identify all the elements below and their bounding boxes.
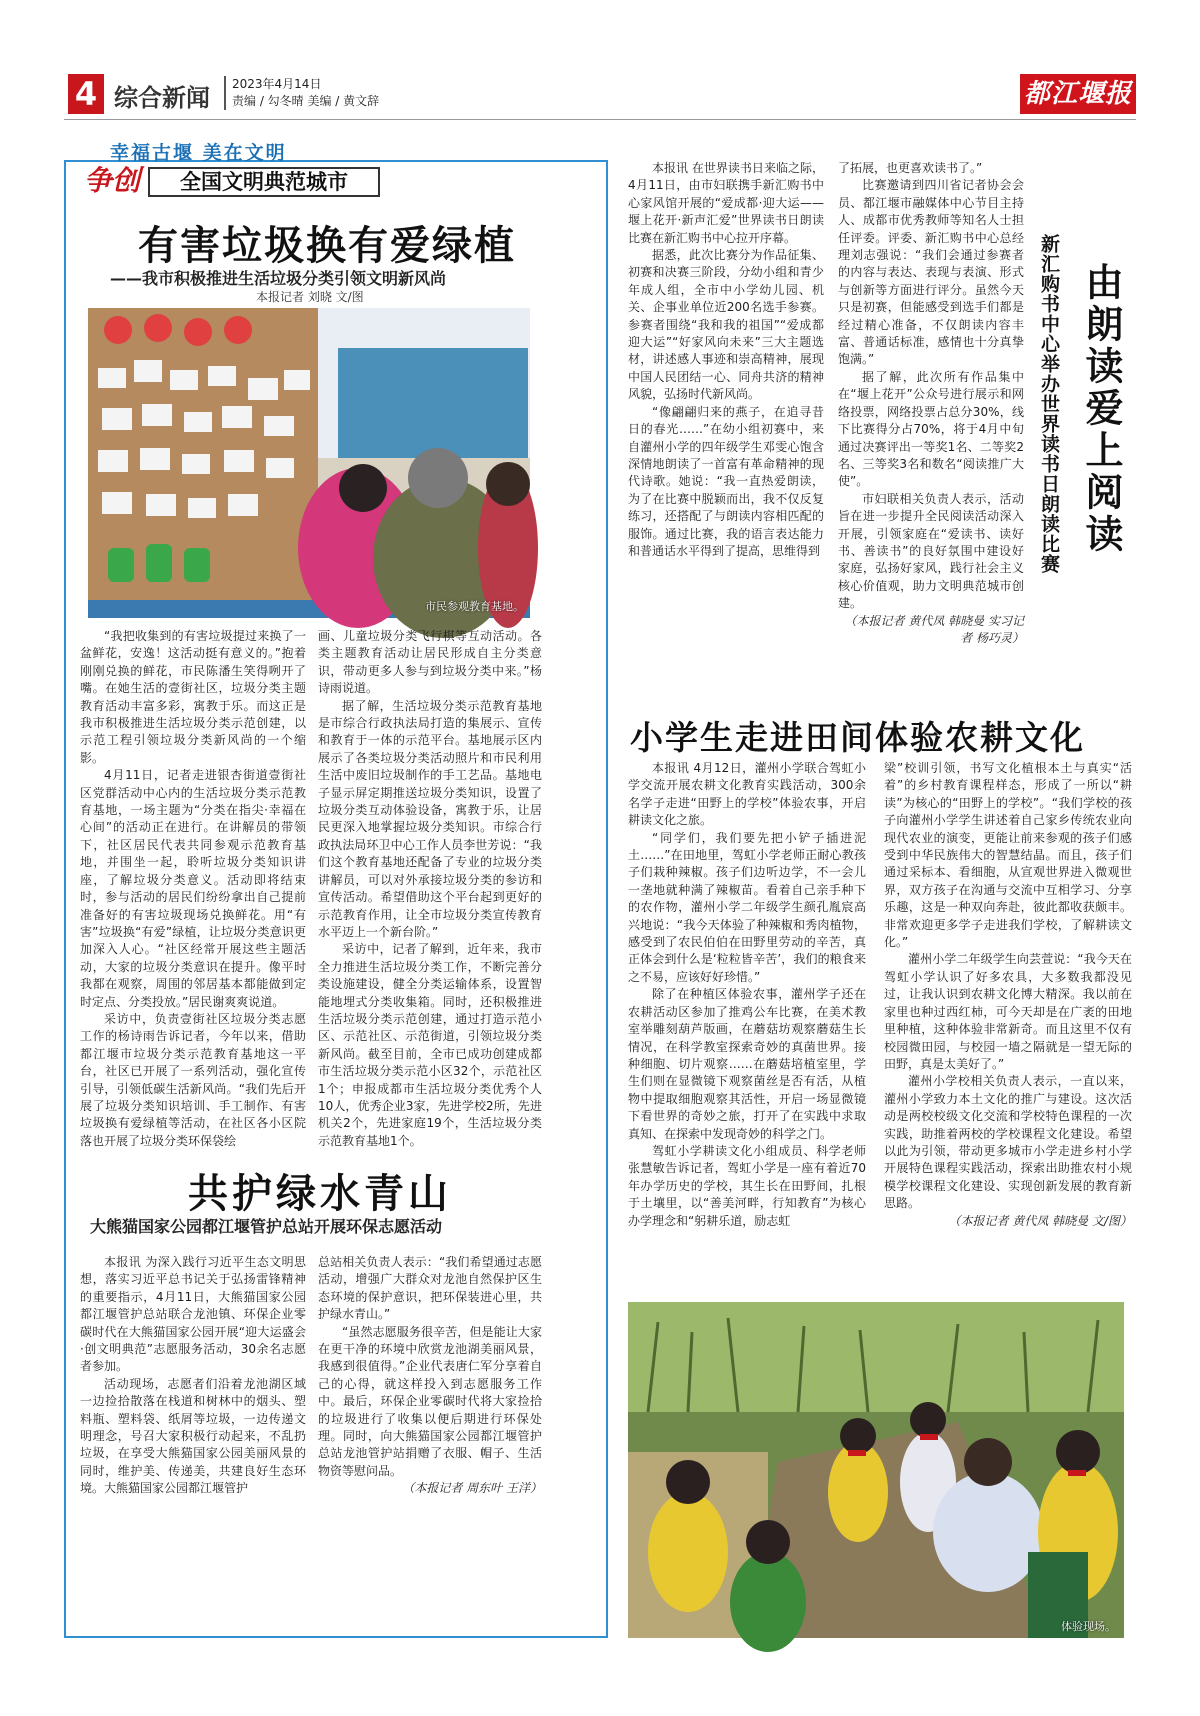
page-header (64, 68, 1136, 120)
article4-column-1 (628, 760, 866, 1300)
article1-column-1 (80, 628, 306, 1148)
article2-paragraph: 活动现场，志愿者们沿着龙池湖区域一边捡拾散落在栈道和树林中的烟头、塑料瓶、塑料袋、纸屑等垃圾，一边传递文明理念，号召大家积极行动起来，不乱扔垃圾，在享受大熊猫国家公园美丽风景的同时，维护美、传递美，共建良好生态环境。大熊猫国家公园都江堰管护 (80, 1376, 306, 1496)
article3-subtitle: 新汇购书中心举办世界读书日朗读比赛 (1038, 234, 1060, 574)
campaign-tag-title: 全国文明典范城市 (148, 167, 380, 197)
article1-column-2 (318, 628, 542, 1148)
article1-paragraph: 画、儿童垃圾分类飞行棋等互动活动。各类主题教育活动让居民形成自主分类意识，带动更多人参与到垃圾分类中来。”杨诗雨说道。 (318, 629, 542, 696)
recycling-exhibit-photo (88, 308, 530, 618)
article2-column-2 (318, 1254, 542, 1636)
article2-column-1 (80, 1254, 306, 1636)
article1-photo-caption: 市民参观教育基地。 (425, 600, 524, 613)
article2-title: 共护绿水青山 (188, 1170, 452, 1217)
editors: 责编 / 勾冬晴 美编 / 黄文辞 (232, 94, 380, 108)
article4-paragraph: 驾虹小学耕读文化小组成员、科学老师张慧敏告诉记者，驾虹小学是一座有着近70年办学历史的学校，其生长在田野间，扎根于土壤里，以“善美河畔，行知教育”为核心办学理念和“躬耕乐道，励志虹 (628, 1143, 866, 1228)
article1-byline: 本报记者 刘晓 文/图 (256, 290, 364, 304)
article1-paragraph: 采访中，记者了解到，近年来，我市全力推进生活垃圾分类工作，不断完善分类设施建设，健全分类运输体系，设置智能地埋式分类收集箱。同时，还积极推进生活垃圾分类示范创建，通过打造示范小区、示范社区、示范街道，引领垃圾分类新风尚。截至目前，全市已成功创建成都市生活垃圾分类示范小区32个，示范社区1个；申报成都市生活垃圾分类优秀个人10人，优秀企业3家，先进学校2所，先进机关2个，先进家庭19个，生活垃圾分类示范教育基地1个。 (318, 942, 542, 1148)
campaign-banner (84, 163, 380, 201)
article3-paragraph: 据了解，此次所有作品集中在“堰上花开”公众号进行展示和网络投票，网络投票占总分30%，线下比赛得分占70%，将于4月中旬通过决赛评出一等奖1名、二等奖2名、三等奖3名和数名“阅读推广大使”。 (838, 369, 1024, 489)
farming-students-photo (628, 1302, 1124, 1638)
article2-paragraph: 本报讯 为深入践行习近平生态文明思想，落实习近平总书记关于弘扬雷锋精神的重要指示，4月11日，大熊猫国家公园都江堰管护总站联合龙池镇、环保企业零碳时代在大熊猫国家公园开展“迎大运盛会·创文明典范”志愿服务活动，30余名志愿者参加。 (80, 1255, 306, 1374)
article2-subtitle: 大熊猫国家公园都江堰管护总站开展环保志愿活动 (90, 1217, 443, 1236)
article3-paragraph: 本报讯 在世界读书日来临之际，4月11日，由市妇联携手新汇购书中心家风馆开展的“爱成都·迎大运——堰上花开·新声汇爱”世界读书日朗读比赛在新汇购书中心拉开序幕。 (628, 161, 824, 245)
article1-paragraph: 采访中，负责壹街社区垃圾分类志愿工作的杨诗雨告诉记者，今年以来，借助都江堰市垃圾分类示范教育基地这一平台，社区已开展了一系列活动，强化宣传引导，引领低碳生活新风尚。“我们先后开展了垃圾分类知识培训、手工制作、有害垃圾换有爱绿植等活动，在社区各小区院落也开展了垃圾分类环保袋绘 (80, 1011, 306, 1148)
article4-paragraph: 灌州小学校相关负责人表示，一直以来，灌州小学致力本土文化的推广与建设。这次活动是两校校级文化交流和学校特色课程的一次实践，助推着两校的学校课程文化建设。希望以此为引领，带动更多城市小学走进乡村小学开展特色课程实践活动，探索出助推农村小规模学校课程文化建设、实现创新发展的教育新思路。 (884, 1074, 1132, 1211)
article4-column-2 (884, 760, 1132, 1300)
article4-title: 小学生走进田间体验农耕文化 (630, 718, 1085, 757)
article3-column-2 (838, 160, 1024, 645)
article3-paragraph: 比赛邀请到四川省记者协会会员、都江堰市融媒体中心节目主持人、成都市优秀教师等知名人士担任评委。评委、新汇购书中心总经理刘志强说：“我们会通过参赛者的内容与表达、表现与表演、形式与创新等方面进行评分。虽然今天只是初赛，但能感受到选手们都是经过精心准备，不仅朗读内容丰富、普通话标准，感情也十分真挚饱满。” (838, 178, 1024, 367)
article2-credit: （本报记者 周东叶 王洋） (402, 1481, 542, 1496)
newspaper-masthead: 都江堰报 (1020, 74, 1136, 114)
campaign-tag-char: 争创 (84, 164, 141, 197)
article2-paragraph: “虽然志愿服务很辛苦，但是能让大家在更干净的环境中欣赏龙池湖美丽风景，我感到很值得。”企业代表唐仁军分享着自己的心得，就这样投入到志愿服务工作中。最后，环保企业零碳时代将大家捡拾的垃圾进行了收集以便后期进行环保处理。同时，向大熊猫国家公园都江堰管护总站龙池管护站捐赠了衣服、帽子、生活物资等慰问品。 (318, 1324, 542, 1478)
issue-date: 2023年4月14日 (232, 77, 322, 91)
article1-subtitle: ——我市积极推进生活垃圾分类引领文明新风尚 (110, 269, 447, 288)
article1-paragraph: 据了解，生活垃圾分类示范教育基地是市综合行政执法局打造的集展示、宣传和教育于一体的示范平台。基地展示区内展示了各类垃圾分类活动照片和市民利用生活中废旧垃圾制作的手工艺品。基地电子显示屏定期推送垃圾分类知识，设置了垃圾分类互动体验设备，寓教于乐，让居民更深入地掌握垃圾分类知识。市综合行政执法局环卫中心工作人员李世芳说：“我们这个教育基地还配备了专业的垃圾分类讲解员，可以对外承接垃圾分类的参访和宣传活动。希望借助这个平台起到更好的示范教育作用，让全市垃圾分类宣传教育水平迈上一个新台阶。” (318, 698, 542, 939)
article4-credit: （本报记者 黄代凤 韩晓曼 文/图） (948, 1213, 1132, 1228)
article3-paragraph: 了拓展，也更喜欢读书了。” (838, 161, 983, 175)
article1-paragraph: “我把收集到的有害垃圾提过来换了一盆鲜花，安逸！这活动挺有意义的。”抱着刚刚兑换的鲜花，市民陈潘生笑得咧开了嘴。在她生活的壹街社区，垃圾分类主题教育活动丰富多彩，寓教于乐。而这正是我市积极推进生活垃圾分类示范创建，以示范工程引领垃圾分类新风尚的一个缩影。 (80, 629, 306, 765)
article1-photo (88, 308, 530, 618)
article4-paragraph: “同学们，我们要先把小铲子插进泥土……”在田地里，驾虹小学老师正耐心教孩子们栽种辣椒。孩子们边听边学，不一会儿一垄地就种满了辣椒苗。看着自己亲手种下的农作物，灌州小学二年级学生颜孔胤宸高兴地说：“我今天体验了种辣椒和秀肉植物，感受到了农民伯伯在田野里劳动的辛苦，真正体会到什么是‘粒粒皆辛苦’，我们的粮食来之不易，应该好好珍惜。” (628, 830, 866, 984)
article3-title: 由朗读爱上阅读 (1079, 262, 1124, 556)
article4-photo-caption: 体验现场。 (1061, 1620, 1116, 1633)
article1-title: 有害垃圾换有爱绿植 (138, 222, 516, 269)
article4-paragraph: 灌州小学二年级学生向芸萱说：“我今天在驾虹小学认识了好多农具，大多数我都没见过，让我认识到农耕文化博大精深。我以前在家里也种过西红柿，可今天却是在广袤的田地里种植，这种体验非常新奇。而且这里不仅有校园微田园，与校园一墙之隔就是一望无际的田野，真是太美好了。” (884, 952, 1132, 1071)
article3-credit: （本报记者 黄代凤 韩晓曼 实习记者 杨巧灵） (844, 613, 1024, 645)
article4-photo (628, 1302, 1124, 1638)
article3-paragraph: “像翩翩归来的燕子，在追寻昔日的春光……”在幼小组初赛中，来自灌州小学的四年级学生邓雯心饱含深情地朗读了一首富有革命精神的现代诗歌。她说：“我一直热爱朗读，为了在比赛中脱颖而出，我不仅反复练习，还搭配了与朗读内容相匹配的服饰。通过比赛，我的语言表达能力和普通话水平得到了提高，思维得到 (628, 404, 824, 558)
article4-paragraph: 除了在种植区体验农事，灌州学子还在农耕活动区参加了推鸡公车比赛，在美术教室举雕刻葫芦版画，在蘑菇坊观察蘑菇生长情况，在科学教室探索奇妙的真菌世界。接种细胞、切片观察……在蘑菇培植室里，学生们则在显微镜下观察菌丝是否有活，从植物中提取细胞观察其活性，开启一场显微镜下看世界的奇妙之旅，打开了在实践中求取真知、在探索中发现奇妙的科学之门。 (628, 987, 866, 1141)
article3-paragraph: 市妇联相关负责人表示，活动旨在进一步提升全民阅读活动深入开展，引领家庭在“爱读书、读好书、善读书”的良好氛围中建设好家庭，弘扬好家风，践行社会主义核心价值观，助力文明典范城市创建。 (838, 491, 1024, 611)
header-meta (224, 76, 379, 110)
section-name: 综合新闻 (114, 84, 210, 112)
article3-column-1 (628, 160, 824, 630)
article3-paragraph: 据悉，此次比赛分为作品征集、初赛和决赛三阶段，分幼小组和青少年成人组，全市中小学幼儿园、机关、企事业单位近200名选手参赛。参赛者围绕“我和我的祖国”“爱成都迎大运”“好家风向未来”三大主题选材，讲述感人事迹和崇高精神，展现中国人民团结一心、同舟共济的精神风貌，弘扬时代新风尚。 (628, 248, 824, 402)
article4-paragraph: 梁”校训引领，书写文化植根本土与真实“活着”的乡村教育课程样态，形成了一所以“耕读”为核心的“田野上的学校”。“我们学校的孩子向灌州小学学生讲述着自己家乡传统农业向现代农业的演变，更能让前来参观的孩子们感受到中华民族伟大的智慧结晶。而且，孩子们通过采标本、看细胞，从宣观世界进入微观世界，双方孩子在沟通与交流中互相学习、分享乐趣，这是一种双向奔赴，彼此都收获颇丰。非常欢迎更多学子走进我们学校，了解耕读文化。” (884, 761, 1132, 950)
page-number: 4 (68, 74, 104, 114)
article2-paragraph: 总站相关负责人表示：“我们希望通过志愿活动，增强广大群众对龙池自然保护区生态环境的保护意识，把环保装进心里，共护绿水青山。” (318, 1255, 542, 1322)
panel-slogan: 幸福古堰 美在文明 (110, 142, 287, 164)
article4-paragraph: 本报讯 4月12日，灌州小学联合驾虹小学交流开展农耕文化教育实践活动，300余名学子走进“田野上的学校”体验农事，开启耕读文化之旅。 (628, 761, 866, 828)
article1-paragraph: 4月11日，记者走进银杏街道壹街社区党群活动中心内的生活垃圾分类示范教育基地，一场主题为“分类在指尖·幸福在心间”的活动正在进行。在讲解员的带领下，社区居民代表共同参观示范教育基地，并围坐一起，聆听垃圾分类知识讲座，了解垃圾分类意义。活动即将结束时，参与活动的居民们纷纷拿出自己提前准备好的有害垃圾现场兑换鲜花。用“有害”垃圾换“有爱”绿植，让垃圾分类意识更加深入人心。“社区经常开展这些主题活动，大家的垃圾分类意识在提升。像平时我都在观察，周围的邻居基本都能做到定时定点、分类投放。”居民谢爽爽说道。 (80, 768, 306, 1009)
